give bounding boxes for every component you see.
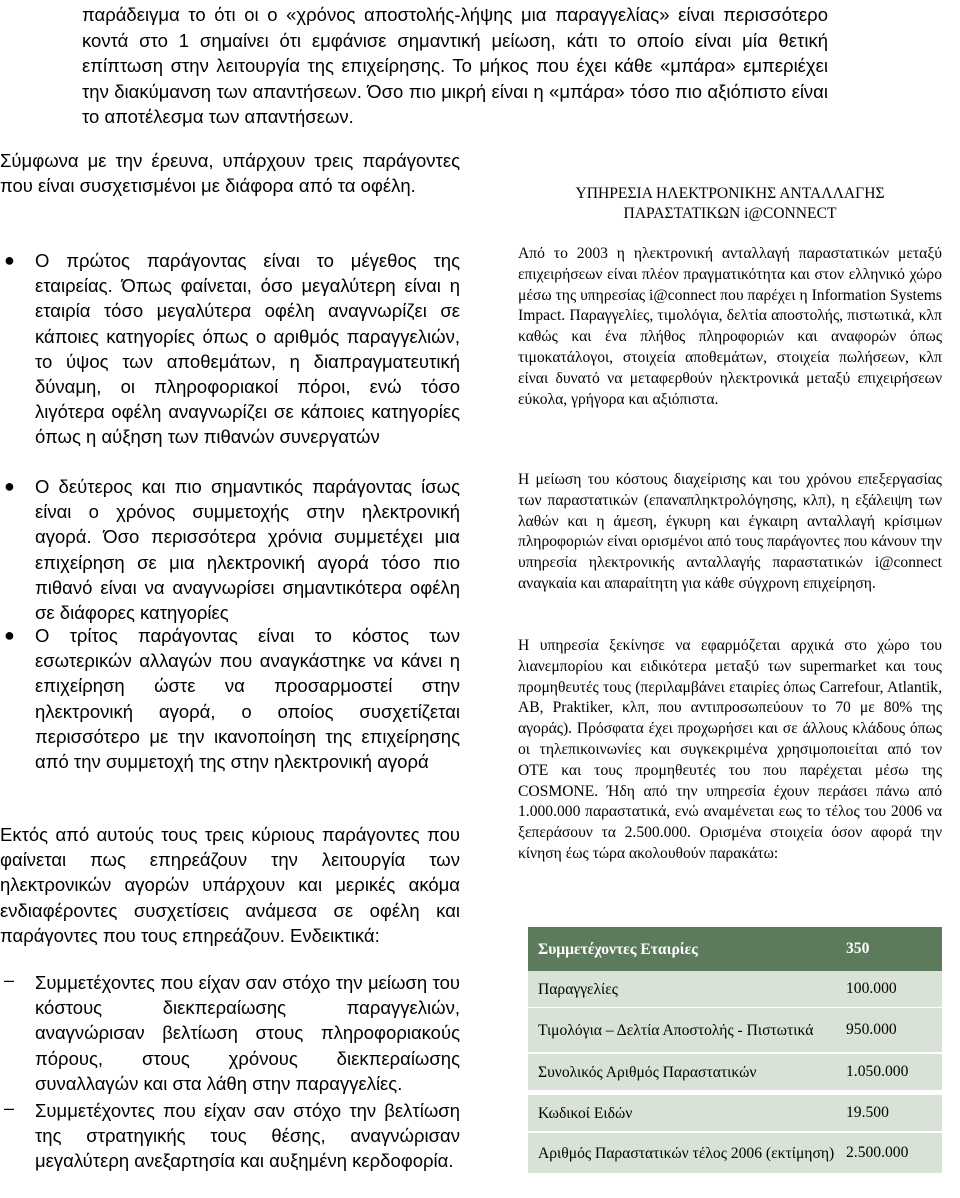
table-row xyxy=(528,971,942,1007)
stats-row-value: 1.050.000 xyxy=(846,1063,909,1080)
stats-row-label: Παραγγελίες xyxy=(538,980,618,998)
stats-row-value: 2.500.000 xyxy=(846,1144,909,1161)
stats-row-label: Αριθμός Παραστατικών τέλος 2006 (εκτίμηση) xyxy=(538,1144,835,1162)
dash-item-2: Συμμετέχοντες που είχαν σαν στόχο την βελτίωση της στρατηγικής τους θέσης, αναγνώρισαν μεγαλύτερη ανεξαρτησία και αυξημένη κερδοφορία. xyxy=(35,1100,460,1172)
service-paragraph-3: Η υπηρεσία ξεκίνησε να εφαρμόζεται αρχικά στο χώρο του λιανεμπορίου και ειδικότερα μεταξύ των supermarket και τους προμηθευτές τους (περιλαμβάνει εταιρίες όπως Carrefour, Atlantik, AB, Praktiker, κλπ, που αντιπροσωπεύουν το 70 με 80% της αγοράς). Πρόσφατα έχει προχωρήσει και σε άλλους κλάδους όπως οι τηλεπικοινωνίες και συγκεκριμένα χρησιμοποιείται από τον ΟΤΕ και τους προμηθευτές του που παρέχεται μέσω της COSMONE. Ήδη από την υπηρεσία έχουν περάσει πάνω από 1.000.000 παραστατικά, ενώ αναμένεται εως το τέλος του 2006 να ξεπεράσουν τα 2.500.000. Ορισμένα στοιχεία όσον αφορά την κίνηση έως τώρα ακολουθούν παρακάτω: xyxy=(518,637,942,862)
top-paragraph: παράδειγμα το ότι οι ο «χρόνος αποστολής-λήψης μια παραγγελίας» είναι περισσότερο κοντά στο 1 σημαίνει ότι εμφάνισε σημαντική μείωση, κάτι το οποίο είναι μία θετική επίπτωση στην λειτουργία της επιχείρησης. Το μήκος που έχει κάθε «μπάρα» εμπεριέχει την διακύμανση των απαντήσεων. Όσο πιο μικρή είναι η «μπάρα» τόσο πιο αξιόπιστο είναι το αποτέλεσμα των απαντήσεων. xyxy=(82,4,828,127)
bullet-dot-icon: ● xyxy=(4,250,15,270)
stats-row-label: Κωδικοί Ειδών xyxy=(538,1104,633,1122)
table-row xyxy=(528,1008,942,1052)
bullet-3: Ο τρίτος παράγοντας είναι το κόστος των εσωτερικών αλλαγών που αναγκάστηκε να κάνει η επιχείρηση ώστε να προσαρμοστεί στην ηλεκτρονική αγορά, ο οποίος συσχετίζεται περισσότερο με την ικανοποίηση της επιχείρησης από την συμμετοχή της στην ηλεκτρονική αγορά xyxy=(35,625,460,773)
table-row xyxy=(528,1133,942,1173)
bullet-2: Ο δεύτερος και πιο σημαντικός παράγοντας ίσως είναι ο χρόνος συμμετοχής στην ηλεκτρονική αγορά. Όσο περισσότερα χρόνια συμμετέχει μια επιχείρηση σε μια ηλεκτρονική αγορά τόσο πιο πιθανό είναι να αναγνωρίσει σημαντικότερα οφέλη σε διάφορες κατηγορίες xyxy=(35,476,460,624)
left-intro: Σύμφωνα με την έρευνα, υπάρχουν τρεις παράγοντες που είναι συσχετισμένοι με διάφορα από τα οφέλη. xyxy=(0,150,460,197)
dash-marker-icon: – xyxy=(4,1098,15,1118)
stats-header-value: 350 xyxy=(846,940,870,957)
table-row xyxy=(528,1095,942,1131)
stats-row-value: 19.500 xyxy=(846,1104,889,1121)
stats-row-value: 100.000 xyxy=(846,980,897,997)
stats-header-label: Συμμετέχοντες Εταιρίες xyxy=(538,940,698,958)
service-paragraph-2: Η μείωση του κόστους διαχείρισης και του χρόνου επεξεργασίας των παραστατικών (επαναπληκτρολόγησης, κλπ), η εξάλειψη των λαθών και η άμεση, έγκυρη και έγκαιρη ανταλλαγή κρίσιμων πληροφοριών είναι ορισμένοι από τους παράγοντες που κάνουν την υπηρεσία ηλεκτρονικής ανταλλαγής παραστατικών i@connect αναγκαία και απαραίτητη για κάθε σύγχρονη επιχείρηση. xyxy=(518,471,942,592)
bullet-dot-icon: ● xyxy=(4,476,15,496)
service-title-line2: ΠΑΡΑΣΤΑΤΙΚΩΝ i@CONNECT xyxy=(623,205,837,222)
bullet-1: Ο πρώτος παράγοντας είναι το μέγεθος της εταιρείας. Όπως φαίνεται, όσο μεγαλύτερη είναι η εταιρία τόσο μεγαλύτερα οφέλη αναγνωρίζει σε κάποιες κατηγορίες όπως ο αριθμός παραγγελιών, το ύψος των αποθεμάτων, η διαπραγματευτική δύναμη, οι πληροφοριακοί πόροι, ενώ τόσο λιγότερα οφέλη αναγνωρίζει σε κάποιες κατηγορίες όπως η αύξηση των πιθανών συνεργατών xyxy=(35,250,460,448)
left-summary: Εκτός από αυτούς τους τρεις κύριους παράγοντες που φαίνεται πως επηρεάζουν την λειτουργία των ηλεκτρονικών αγορών υπάρχουν και μερικές ακόμα ενδιαφέροντες συσχετίσεις ανάμεσα σε οφέλη και παράγοντες που τους επηρεάζουν. Ενδεικτικά: xyxy=(0,824,460,946)
service-title-line1: ΥΠΗΡΕΣΙΑ ΗΛΕΚΤΡΟΝΙΚΗΣ ΑΝΤΑΛΛΑΓΗΣ xyxy=(575,185,885,202)
service-paragraph-1: Από το 2003 η ηλεκτρονική ανταλλαγή παραστατικών μεταξύ επιχειρήσεων είναι πλέον πραγματικότητα και στον ελληνικό χώρο μέσω της υπηρεσίας i@connect που παρέχει η Information Systems Impact. Παραγγελίες, τιμολόγια, δελτία αποστολής, πιστωτικά, κλπ καθώς και ένα πλήθος πληροφοριών και αναφορών όπως τιμοκατάλογοι, στοιχεία αποθεμάτων, στοιχεία πωλήσεων, κλπ είναι δυνατό να μεταφερθούν ηλεκτρονικά μεταξύ επιχειρήσεων εύκολα, γρήγορα και αξιόπιστα. xyxy=(518,245,942,408)
table-row xyxy=(528,1054,942,1090)
bullet-dot-icon: ● xyxy=(4,625,15,645)
stats-row-label: Συνολικός Αριθμός Παραστατικών xyxy=(538,1063,757,1081)
dash-item-1: Συμμετέχοντες που είχαν σαν στόχο την μείωση του κόστους διεκπεραίωσης παραγγελιών, αναγνώρισαν βελτίωση στους πληροφοριακούς πόρους, στους χρόνους διεκπεραίωσης συναλλαγών και στα λάθη στην παραγγελίες. xyxy=(35,972,460,1094)
stats-row-label: Τιμολόγια – Δελτία Αποστολής - Πιστωτικά xyxy=(538,1021,814,1039)
stats-row-value: 950.000 xyxy=(846,1021,897,1038)
stats-table-header xyxy=(528,927,942,971)
dash-marker-icon: – xyxy=(4,970,15,990)
service-box-title xyxy=(518,184,942,224)
